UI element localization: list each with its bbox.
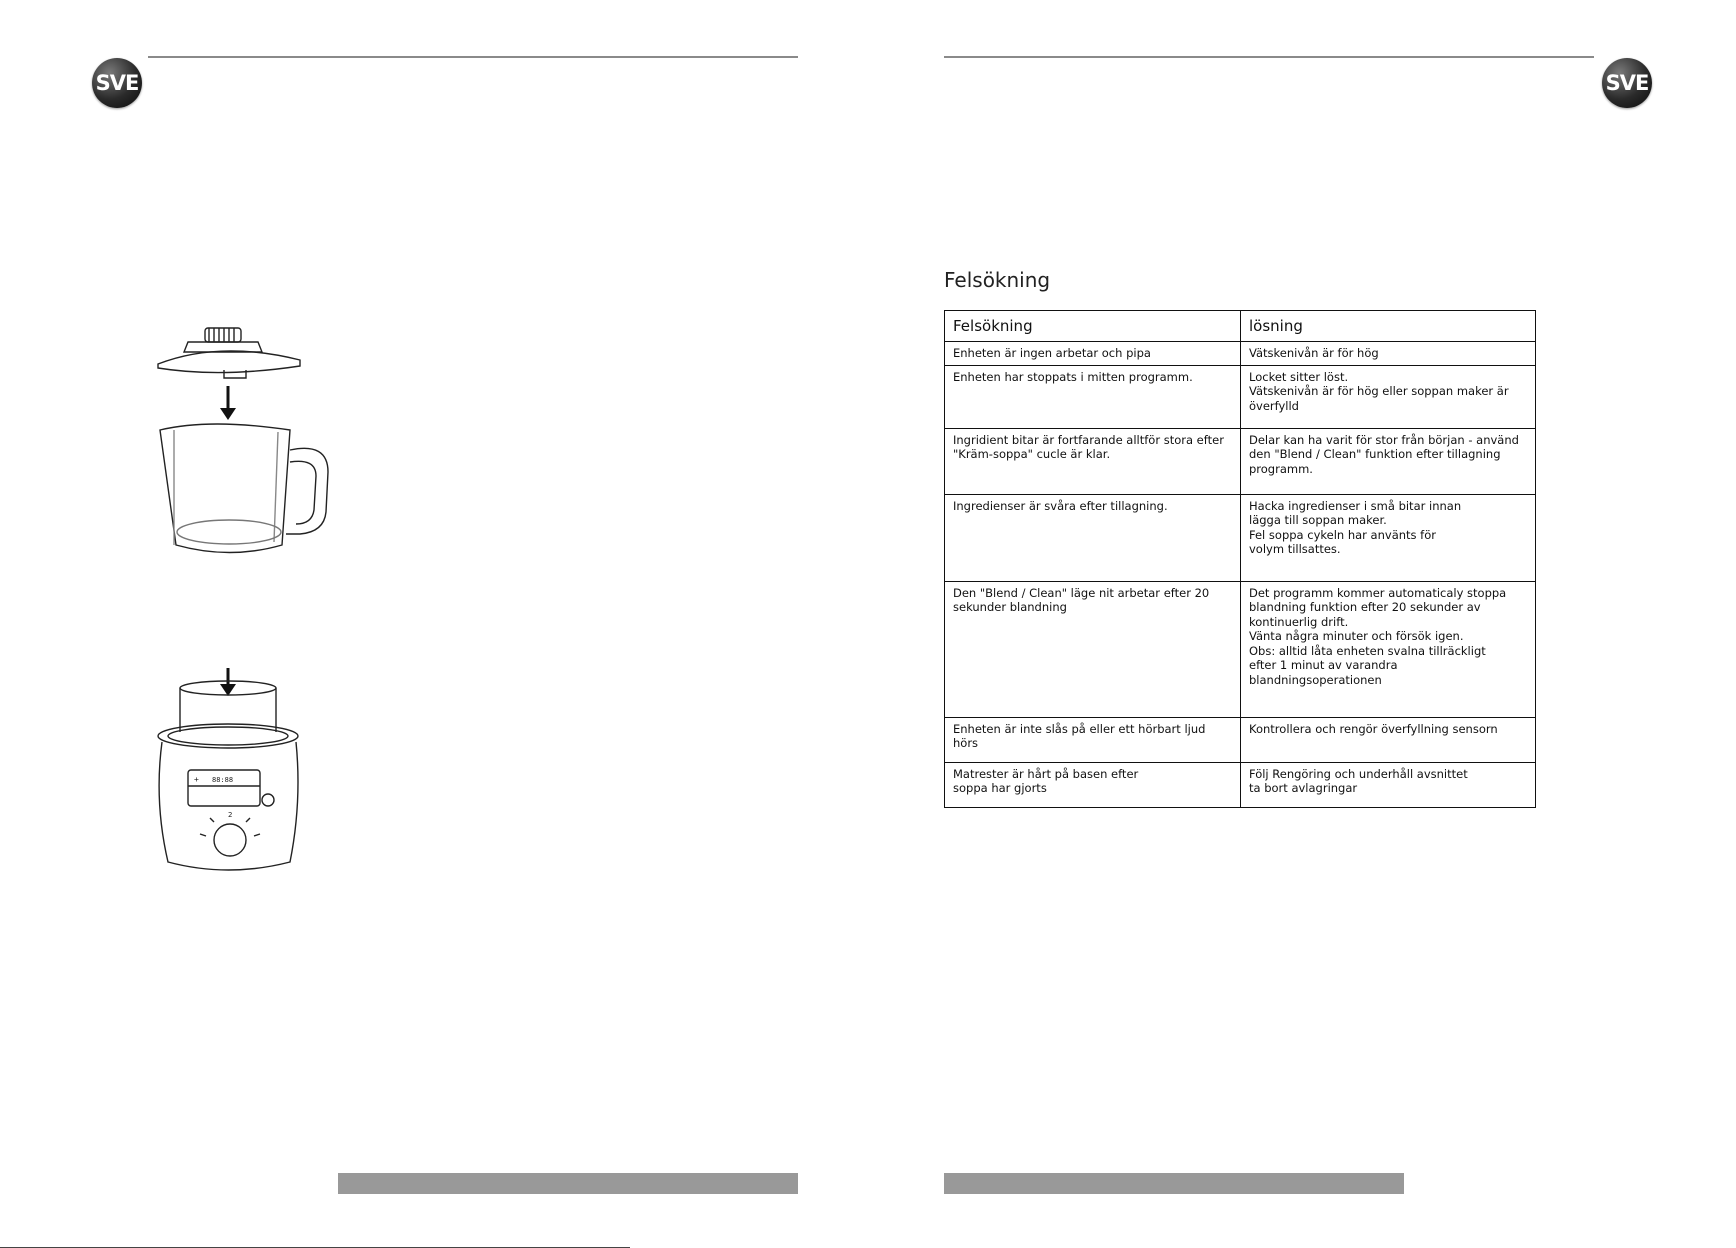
solution-cell: Locket sitter löst. Vätskenivån är för hög eller soppan maker är överfylld — [1241, 365, 1536, 428]
solution-cell: Det programm kommer automaticaly stoppa blandning funktion efter 20 sekunder av kontinuerlig drift. Vänta några minuter och försök igen. Obs: alltid låta enheten svalna tillräckligt efter 1 minut av varandra blandningsoperationen — [1241, 581, 1536, 717]
right-footer-bar — [944, 1173, 1404, 1194]
troubleshooting-table — [944, 310, 1536, 808]
table-row — [945, 494, 1536, 581]
solution-cell: Vätskenivån är för hög — [1241, 342, 1536, 366]
panel-display: 88:88 — [212, 776, 234, 784]
problem-cell: Den "Blend / Clean" läge nit arbetar efter 20 sekunder blandning — [945, 581, 1241, 717]
problem-cell: Enheten har stoppats i mitten programm. — [945, 365, 1241, 428]
solution-cell: Delar kan ha varit för stor från början - använd den "Blend / Clean" funktion efter tillagning programm. — [1241, 428, 1536, 494]
program-dial — [214, 824, 246, 856]
solution-cell: Hacka ingredienser i små bitar innan lägga till soppan maker. Fel soppa cykeln har använts för volym tillsattes. — [1241, 494, 1536, 581]
lid-rim — [158, 351, 300, 373]
problem-cell: Ingredienser är svåra efter tillagning. — [945, 494, 1241, 581]
table-row — [945, 762, 1536, 807]
jug-body — [160, 424, 290, 553]
dial-mark: 2 — [228, 811, 233, 819]
power-button — [262, 794, 274, 806]
lid-and-jug-illustration — [150, 320, 340, 570]
table-header-row — [945, 311, 1536, 342]
table-row — [945, 581, 1536, 717]
left-header-rule — [148, 56, 798, 58]
header-solution: lösning — [1241, 311, 1536, 342]
header-problem: Felsökning — [945, 311, 1241, 342]
problem-cell: Matrester är hårt på basen efter soppa har gjorts — [945, 762, 1241, 807]
table-row — [945, 365, 1536, 428]
solution-cell: Kontrollera och rengör överfyllning sensorn — [1241, 717, 1536, 762]
table-row — [945, 342, 1536, 366]
language-badge-right: SVE — [1602, 58, 1652, 108]
lid-knob — [205, 328, 241, 342]
problem-cell: Ingridient bitar är fortfarande alltför stora efter "Kräm-soppa" cucle är klar. — [945, 428, 1241, 494]
right-header-rule — [944, 56, 1594, 58]
solution-cell: Följ Rengöring och underhåll avsnittet ta bort avlagringar — [1241, 762, 1536, 807]
language-badge-left: SVE — [92, 58, 142, 108]
table-row — [945, 428, 1536, 494]
problem-cell: Enheten är ingen arbetar och pipa — [945, 342, 1241, 366]
left-footer-bar — [338, 1173, 798, 1194]
table-row — [945, 717, 1536, 762]
panel-plus-icon: + — [194, 775, 199, 784]
section-title: Felsökning — [944, 268, 1051, 292]
jug-into-base-illustration — [150, 662, 325, 887]
problem-cell: Enheten är inte slås på eller ett hörbart ljud hörs — [945, 717, 1241, 762]
